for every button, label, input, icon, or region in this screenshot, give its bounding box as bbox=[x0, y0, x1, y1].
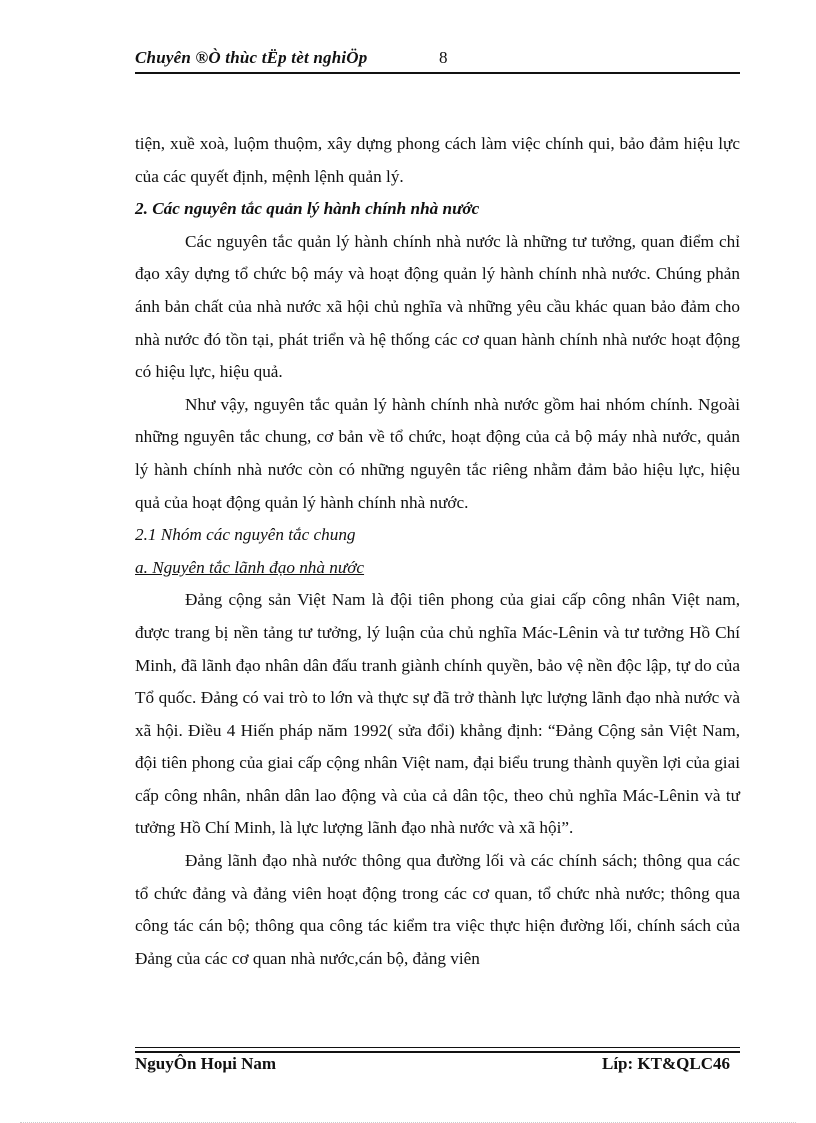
subsection-heading-2-1: 2.1 Nhóm các nguyên tắc chung bbox=[135, 525, 356, 545]
paragraph-principles-groups: Như vậy, nguyên tắc quản lý hành chính nhà nước gồm hai nhóm chính. Ngoài những nguyên tắc chung, cơ bản về tổ chức, hoạt động của cả bộ máy nhà nước, quản lý hành chính nhà nước còn có những nguyên tắc riêng nhằm đảm bảo hiệu lực, hiệu quả của hoạt động quản lý hành chính nhà nước. bbox=[135, 394, 740, 512]
document-body bbox=[135, 128, 740, 975]
header-title: Chuyên ®Ò thùc tËp tèt nghiÖp bbox=[135, 48, 368, 67]
page-number: 8 bbox=[439, 48, 448, 67]
footer-author: NguyÔn Hoµi Nam bbox=[135, 1054, 277, 1073]
paragraph-continuation: tiện, xuề xoà, luộm thuộm, xây dựng phong cách làm việc chính qui, bảo đảm hiệu lực của các quyết định, mệnh lệnh quản lý. bbox=[135, 134, 740, 186]
paragraph-principles-definition: Các nguyên tắc quản lý hành chính nhà nước là những tư tưởng, quan điểm chỉ đạo xây dựng tổ chức bộ máy và hoạt động quản lý hành chính nhà nước. Chúng phản ánh bản chất của nhà nước xã hội chủ nghĩa và những yêu cầu khác quan bảo đảm cho nhà nước đó tồn tại, phát triển và hệ thống các cơ quan hành chính nhà nước hoạt động có hiệu lực, hiệu quả. bbox=[135, 231, 740, 382]
footer-rule-thin bbox=[135, 1047, 740, 1048]
paragraph-leadership-methods: Đảng lãnh đạo nhà nước thông qua đường lối và các chính sách; thông qua các tổ chức đảng và đảng viên hoạt động trong các cơ quan, tổ chức nhà nước; thông qua công tác cán bộ; thông qua công tác kiểm tra việc thực hiện đường lối, chính sách của Đảng của các cơ quan nhà nước,cán bộ, đảng viên bbox=[135, 851, 740, 968]
page-header bbox=[135, 48, 740, 74]
section-heading-2: 2. Các nguyên tắc quản lý hành chính nhà nước bbox=[135, 199, 480, 219]
footer-class: Líp: KT&QLC46 bbox=[602, 1054, 730, 1073]
subsection-heading-a: a. Nguyên tắc lãnh đạo nhà nước bbox=[135, 557, 365, 577]
footer-rule-thick bbox=[135, 1051, 740, 1053]
paragraph-party-leadership: Đảng cộng sản Việt Nam là đội tiên phong của giai cấp công nhân Việt nam, được trang bị nền tảng tư tưởng, lý luận của chủ nghĩa Mác-Lênin và tư tưởng Hồ Chí Minh, đã lãnh đạo nhân dân đấu tranh giành chính quyền, bảo vệ nền độc lập, tự do của Tổ quốc. Đảng có vai trò to lớn và thực sự đã trở thành lực lượng lãnh đạo nhà nước và xã hội. Điều 4 Hiến pháp năm 1992( sửa đổi) khẳng định: “Đảng Cộng sản Việt Nam, đội tiên phong của giai cấp cộng nhân Việt nam, đại biểu trung thành quyền lợi của giai cấp công nhân, nhân dân lao động và của cả dân tộc, theo chủ nghĩa Mác-Lênin và tư tưởng Hồ Chí Minh, là lực lượng lãnh đạo nhà nước và xã hội”. bbox=[135, 590, 740, 838]
page-footer bbox=[135, 1054, 740, 1078]
